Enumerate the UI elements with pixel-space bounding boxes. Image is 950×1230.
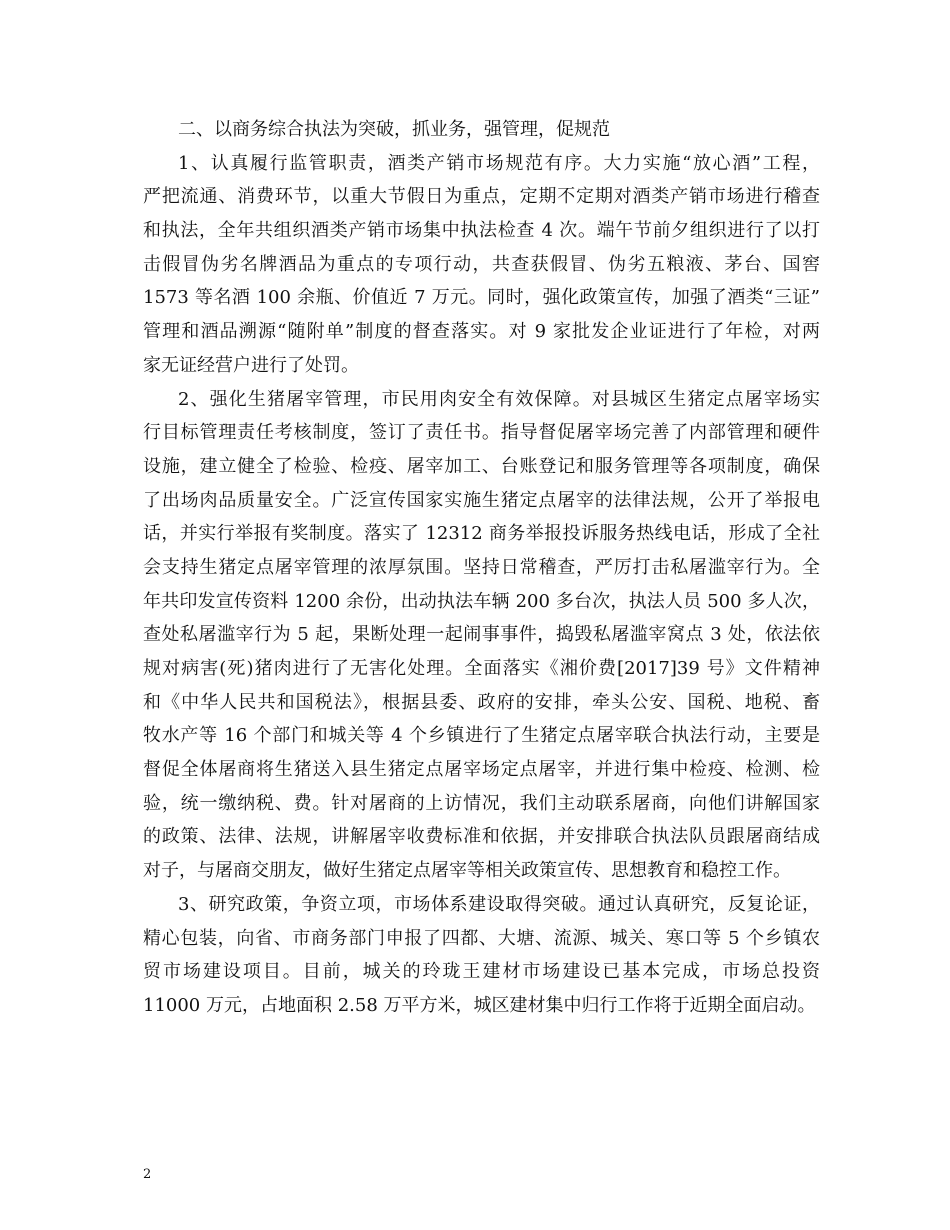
document-body [143, 113, 820, 1023]
text-line: 了出场肉品质量安全。广泛宣传国家实施生猪定点屠宰的法律法规，公开了举报电 [143, 489, 820, 511]
paragraph-market-system [143, 888, 820, 1023]
text-line: 督促全体屠商将生猪送入县生猪定点屠宰场定点屠宰，并进行集中检疫、检测、检 [143, 759, 820, 781]
text-line: 3、研究政策，争资立项，市场体系建设取得突破。通过认真研究，反复论证， [178, 893, 820, 915]
text-line: 规对病害(死)猪肉进行了无害化处理。全面落实《湘价费[2017]39 号》文件精神 [143, 658, 820, 679]
text-line: 管理和酒品溯源“随附单”制度的督查落实。对 9 家批发企业证进行了年检，对两 [143, 321, 820, 343]
text-line: 年共印发宣传资料 1200 余份，出动执法车辆 200 多台次，执法人员 500 多人次， [143, 590, 820, 612]
text-line: 击假冒伪劣名牌酒品为重点的专项行动，共查获假冒、伪劣五粮液、茅台、国窖 [143, 253, 820, 275]
text-line: 11000 万元，占地面积 2.58 万平方米，城区建材集中归行工作将于近期全面启动。 [143, 994, 816, 1016]
text-line: 和《中华人民共和国税法》，根据县委、政府的安排，牵头公安、国税、地税、畜 [143, 691, 820, 713]
text-line: 精心包装，向省、市商务部门申报了四都、大塘、流源、城关、寒口等 5 个乡镇农 [143, 927, 820, 949]
text-line: 会支持生猪定点屠宰管理的浓厚氛围。坚持日常稽查，严厉打击私屠滥宰行为。全 [143, 556, 820, 578]
text-line: 和执法，全年共组织酒类产销市场集中执法检查 4 次。端午节前夕组织进行了以打 [143, 220, 820, 242]
page-number: 2 [143, 1167, 152, 1182]
text-line: 二、以商务综合执法为突破，抓业务，强管理，促规范 [178, 119, 610, 140]
text-line: 2、强化生猪屠宰管理，市民用肉安全有效保障。对县城区生猪定点屠宰场实 [178, 388, 820, 410]
text-line: 严把流通、消费环节，以重大节假日为重点，定期不定期对酒类产销市场进行稽查 [143, 186, 820, 208]
section-heading [143, 113, 820, 147]
text-line: 查处私屠滥宰行为 5 起，果断处理一起闹事事件，捣毁私屠滥宰窝点 3 处，依法依 [143, 624, 820, 646]
text-line: 的政策、法律、法规，讲解屠宰收费标准和依据，并安排联合执法队员跟屠商结成 [143, 826, 820, 848]
text-line: 对子，与屠商交朋友，做好生猪定点屠宰等相关政策宣传、思想教育和稳控工作。 [143, 860, 791, 882]
text-line: 1、认真履行监管职责，酒类产销市场规范有序。大力实施“放心酒”工程， [178, 152, 820, 174]
text-line: 1573 等名酒 100 余瓶、价值近 7 万元。同时，强化政策宣传，加强了酒类“三证” [143, 287, 820, 309]
text-line: 牧水产等 16 个部门和城关等 4 个乡镇进行了生猪定点屠宰联合执法行动，主要是 [143, 725, 820, 747]
paragraph-liquor-market [143, 147, 820, 383]
text-line: 设施，建立健全了检验、检疫、屠宰加工、台账登记和服务管理等各项制度，确保 [143, 455, 820, 477]
paragraph-pig-slaughter [143, 383, 820, 888]
text-line: 行目标管理责任考核制度，签订了责任书。指导督促屠宰场完善了内部管理和硬件 [143, 422, 820, 444]
text-line: 话，并实行举报有奖制度。落实了 12312 商务举报投诉服务热线电话，形成了全社 [143, 523, 820, 545]
text-line: 家无证经营户进行了处罚。 [143, 354, 359, 376]
text-line: 验，统一缴纳税、费。针对屠商的上访情况，我们主动联系屠商，向他们讲解国家 [143, 792, 820, 814]
text-line: 贸市场建设项目。目前，城关的玲珑王建材市场建设已基本完成，市场总投资 [143, 961, 820, 983]
